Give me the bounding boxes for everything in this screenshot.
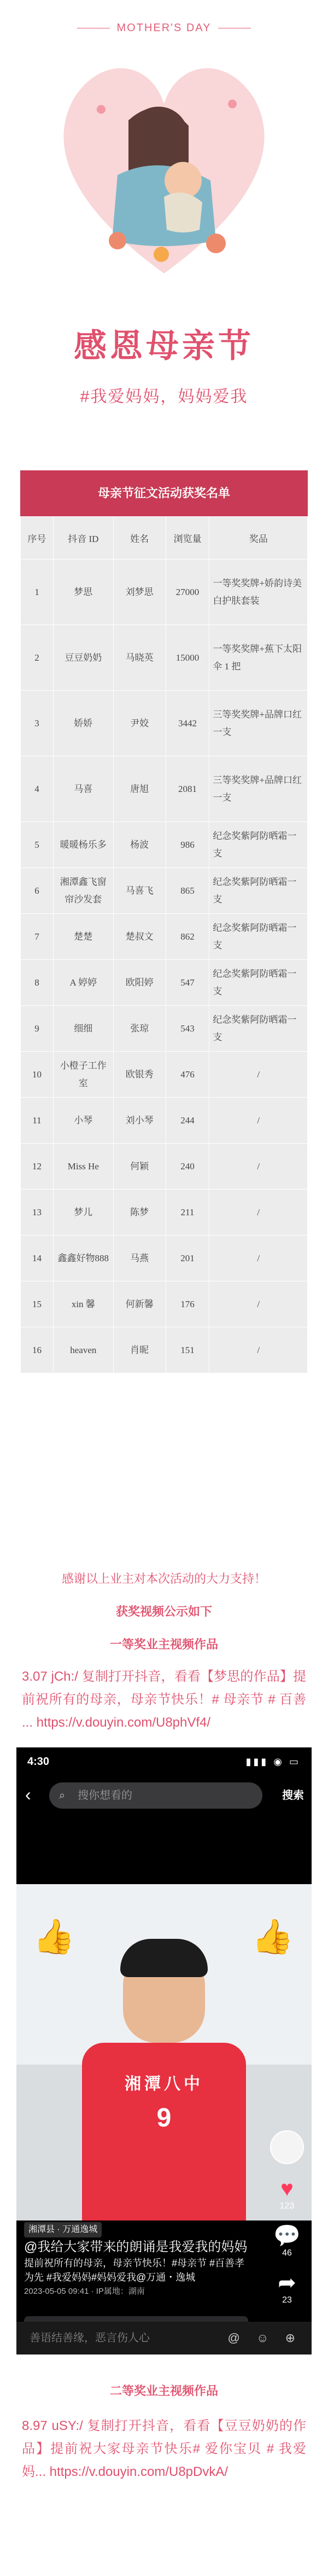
cell-views: 2081 bbox=[166, 756, 209, 822]
header-no: 序号 bbox=[21, 517, 54, 560]
table-row bbox=[21, 1098, 308, 1144]
cell-douyin-id: xin 馨 bbox=[53, 1281, 113, 1327]
cell-prize: 纪念奖紫阿防晒霜一支 bbox=[209, 822, 308, 868]
cell-prize: 纪念奖紫阿防晒霜一支 bbox=[209, 914, 308, 960]
cell-no: 12 bbox=[21, 1144, 54, 1190]
cell-views: 151 bbox=[166, 1327, 209, 1373]
cell-prize: / bbox=[209, 1098, 308, 1144]
cell-douyin-id: 小橙子工作室 bbox=[53, 1052, 113, 1098]
cell-no: 15 bbox=[21, 1281, 54, 1327]
author-avatar[interactable] bbox=[270, 2130, 304, 2164]
table-row bbox=[21, 560, 308, 625]
mother-child-heart-illustration bbox=[52, 44, 276, 279]
cell-prize: / bbox=[209, 1281, 308, 1327]
cell-douyin-id: 梦儿 bbox=[53, 1190, 113, 1235]
search-row bbox=[16, 1776, 312, 1814]
search-icon: ⌕ bbox=[59, 1790, 66, 1802]
cell-prize: 三等奖奖牌+品牌口红一支 bbox=[209, 756, 308, 822]
search-input[interactable]: ⌕ 搜你想看的 bbox=[49, 1782, 262, 1809]
cell-no: 6 bbox=[21, 868, 54, 914]
cell-no: 3 bbox=[21, 691, 54, 756]
cell-prize: / bbox=[209, 1190, 308, 1235]
second-prize-heading: 二等奖业主视频作品 bbox=[109, 2384, 218, 2398]
cell-douyin-id: Miss He bbox=[53, 1144, 113, 1190]
cell-douyin-id: 马喜 bbox=[53, 756, 113, 822]
cell-views: 240 bbox=[166, 1144, 209, 1190]
cell-prize: 纪念奖紫阿防晒霜一支 bbox=[209, 960, 308, 1006]
cell-prize: / bbox=[209, 1327, 308, 1373]
table-row bbox=[21, 822, 308, 868]
cell-views: 862 bbox=[166, 914, 209, 960]
cell-douyin-id: 鑫鑫好物888 bbox=[53, 1235, 113, 1281]
cell-douyin-id: 小琴 bbox=[53, 1098, 113, 1144]
winners-table-grid bbox=[20, 516, 308, 1373]
search-button[interactable]: 搜索 bbox=[282, 1790, 304, 1802]
cell-views: 211 bbox=[166, 1190, 209, 1235]
cell-name: 楚叔文 bbox=[113, 914, 166, 960]
second-share-link[interactable]: 8.97 uSY:/ 复制打开抖音，看看【豆豆奶奶的作品】提前祝大家母亲节快乐# 爱你宝贝 # 我爱妈... https://v.douyin.com/U8pDvkA/ bbox=[22, 2418, 306, 2479]
douyin-video-screenshot bbox=[16, 1747, 312, 2352]
cell-douyin-id: heaven bbox=[53, 1327, 113, 1373]
table-row bbox=[21, 1006, 308, 1052]
table-row bbox=[21, 1144, 308, 1190]
cell-name: 何颖 bbox=[113, 1144, 166, 1190]
cell-views: 176 bbox=[166, 1281, 209, 1327]
table-row bbox=[21, 1281, 308, 1327]
cell-name: 欧阳婷 bbox=[113, 960, 166, 1006]
status-time: 4:30 bbox=[27, 1756, 50, 1768]
like-action[interactable]: ♥ 123 bbox=[268, 2176, 306, 2211]
first-prize-heading: 一等奖业主视频作品 bbox=[109, 1637, 218, 1651]
cell-prize: / bbox=[209, 1052, 308, 1098]
table-row bbox=[21, 691, 308, 756]
location-tag[interactable]: 湘潭县 · 万通逸城 bbox=[24, 2222, 102, 2237]
cell-views: 986 bbox=[166, 822, 209, 868]
table-row bbox=[21, 625, 308, 691]
table-row bbox=[21, 960, 308, 1006]
cell-no: 13 bbox=[21, 1190, 54, 1235]
table-row bbox=[21, 1190, 308, 1235]
cell-views: 27000 bbox=[166, 560, 209, 625]
header-douyin-id: 抖音 ID bbox=[53, 517, 113, 560]
cell-no: 5 bbox=[21, 822, 54, 868]
cell-no: 16 bbox=[21, 1327, 54, 1373]
cell-no: 10 bbox=[21, 1052, 54, 1098]
cell-name: 刘梦思 bbox=[113, 560, 166, 625]
cell-douyin-id: 湘潭鑫飞窗帘沙发套 bbox=[53, 868, 113, 914]
caption-date: 2023-05-05 09:41 · IP属地：湖南 bbox=[24, 2287, 145, 2296]
table-row bbox=[21, 914, 308, 960]
thanks-text: 感谢以上业主对本次活动的大力支持！ bbox=[61, 1572, 266, 1586]
cell-views: 15000 bbox=[166, 625, 209, 691]
table-row bbox=[21, 756, 308, 822]
boy-hair bbox=[120, 1939, 208, 1977]
table-row bbox=[21, 1052, 308, 1098]
cell-name: 欧银秀 bbox=[113, 1052, 166, 1098]
page-title: 感恩母亲节 bbox=[74, 328, 254, 364]
table-title: 母亲节征文活动获奖名单 bbox=[20, 470, 308, 516]
table-row bbox=[21, 1327, 308, 1373]
table-row bbox=[21, 868, 308, 914]
page-subtitle: #我爱妈妈，妈妈爱我 bbox=[80, 388, 248, 406]
cell-views: 543 bbox=[166, 1006, 209, 1052]
cell-douyin-id: 豆豆奶奶 bbox=[53, 625, 113, 691]
caption-text: 提前祝所有的母亲，母亲节快乐！#母亲节 #百善孝为先 #我爱妈妈#妈妈爱我@万通・逸城 bbox=[24, 2258, 245, 2283]
winners-table bbox=[20, 470, 308, 1373]
cell-douyin-id: 暖暖杨乐多 bbox=[53, 822, 113, 868]
share-action[interactable]: ➦ 23 bbox=[268, 2270, 306, 2305]
mothers-day-label: MOTHER'S DAY bbox=[0, 22, 328, 34]
cell-no: 7 bbox=[21, 914, 54, 960]
cell-no: 8 bbox=[21, 960, 54, 1006]
cell-prize: / bbox=[209, 1235, 308, 1281]
video-caption bbox=[24, 2239, 254, 2299]
cell-no: 1 bbox=[21, 560, 54, 625]
cell-douyin-id: 娇娇 bbox=[53, 691, 113, 756]
cell-prize: 一等奖奖牌+蕉下太阳伞 1 把 bbox=[209, 625, 308, 691]
jersey-text: 湘潭八中 bbox=[125, 2075, 203, 2093]
cell-name: 肖昵 bbox=[113, 1327, 166, 1373]
video-frame[interactable] bbox=[16, 1884, 312, 2221]
comment-icon: 💬 bbox=[273, 2224, 301, 2248]
back-arrow-icon[interactable]: ‹ bbox=[25, 1785, 31, 1804]
notice-heading: 获奖视频公示如下 bbox=[115, 1605, 212, 1618]
cell-no: 9 bbox=[21, 1006, 54, 1052]
header-prize: 奖品 bbox=[209, 517, 308, 560]
table-header-row bbox=[21, 517, 308, 560]
hero-banner bbox=[0, 0, 328, 438]
cell-views: 476 bbox=[166, 1052, 209, 1098]
cell-douyin-id: 梦思 bbox=[53, 560, 113, 625]
cell-name: 唐旭 bbox=[113, 756, 166, 822]
status-bar bbox=[16, 1747, 312, 1776]
cell-name: 陈梦 bbox=[113, 1190, 166, 1235]
cell-name: 马喜飞 bbox=[113, 868, 166, 914]
cell-name: 何新馨 bbox=[113, 1281, 166, 1327]
cell-views: 865 bbox=[166, 868, 209, 914]
video-subtitle: @我给大家带来的朗诵是我爱我的妈妈 bbox=[24, 2240, 248, 2254]
thumbs-up-left-icon: 👍 bbox=[33, 1918, 75, 1956]
cell-prize: 三等奖奖牌+品牌口红一支 bbox=[209, 691, 308, 756]
cell-no: 14 bbox=[21, 1235, 54, 1281]
status-icons: ▮▮▮ ◉ ▭ bbox=[245, 1756, 301, 1767]
cell-views: 3442 bbox=[166, 691, 209, 756]
cell-prize: 纪念奖紫阿防晒霜一支 bbox=[209, 868, 308, 914]
comment-tool-icons[interactable]: @ ☺ ⊕ bbox=[227, 2331, 302, 2345]
cell-no: 11 bbox=[21, 1098, 54, 1144]
header-name: 姓名 bbox=[113, 517, 166, 560]
cell-no: 2 bbox=[21, 625, 54, 691]
cell-views: 244 bbox=[166, 1098, 209, 1144]
cell-name: 张琼 bbox=[113, 1006, 166, 1052]
comment-action[interactable]: 💬 46 bbox=[268, 2223, 306, 2258]
comment-input[interactable]: 善语结善缘，恶言伤人心 @ ☺ ⊕ bbox=[16, 2322, 312, 2354]
cell-name: 杨波 bbox=[113, 822, 166, 868]
cell-name: 马燕 bbox=[113, 1235, 166, 1281]
heart-icon: ♥ bbox=[280, 2177, 294, 2201]
first-share-link[interactable]: 3.07 jCh:/ 复制打开抖音，看看【梦思的作品】提前祝所有的母亲，母亲节快乐！# 母亲节 # 百善 ... https://v.douyin.com/U8phVf4/ bbox=[22, 1669, 306, 1730]
thumbs-up-right-icon: 👍 bbox=[251, 1918, 294, 1956]
cell-views: 201 bbox=[166, 1235, 209, 1281]
table-row bbox=[21, 1235, 308, 1281]
cell-douyin-id: A 婷婷 bbox=[53, 960, 113, 1006]
cell-name: 尹姣 bbox=[113, 691, 166, 756]
cell-douyin-id: 楚楚 bbox=[53, 914, 113, 960]
cell-name: 刘小琴 bbox=[113, 1098, 166, 1144]
cell-prize: / bbox=[209, 1144, 308, 1190]
share-arrow-icon: ➦ bbox=[278, 2271, 296, 2295]
cell-no: 4 bbox=[21, 756, 54, 822]
jersey-number: 9 bbox=[156, 2103, 172, 2132]
cell-douyin-id: 细细 bbox=[53, 1006, 113, 1052]
cell-prize: 纪念奖紫阿防晒霜一支 bbox=[209, 1006, 308, 1052]
cell-name: 马晓英 bbox=[113, 625, 166, 691]
header-views: 浏览量 bbox=[166, 517, 209, 560]
cell-prize: 一等奖奖牌+娇韵诗美白护肤套装 bbox=[209, 560, 308, 625]
cell-views: 547 bbox=[166, 960, 209, 1006]
side-actions bbox=[268, 2130, 306, 2317]
